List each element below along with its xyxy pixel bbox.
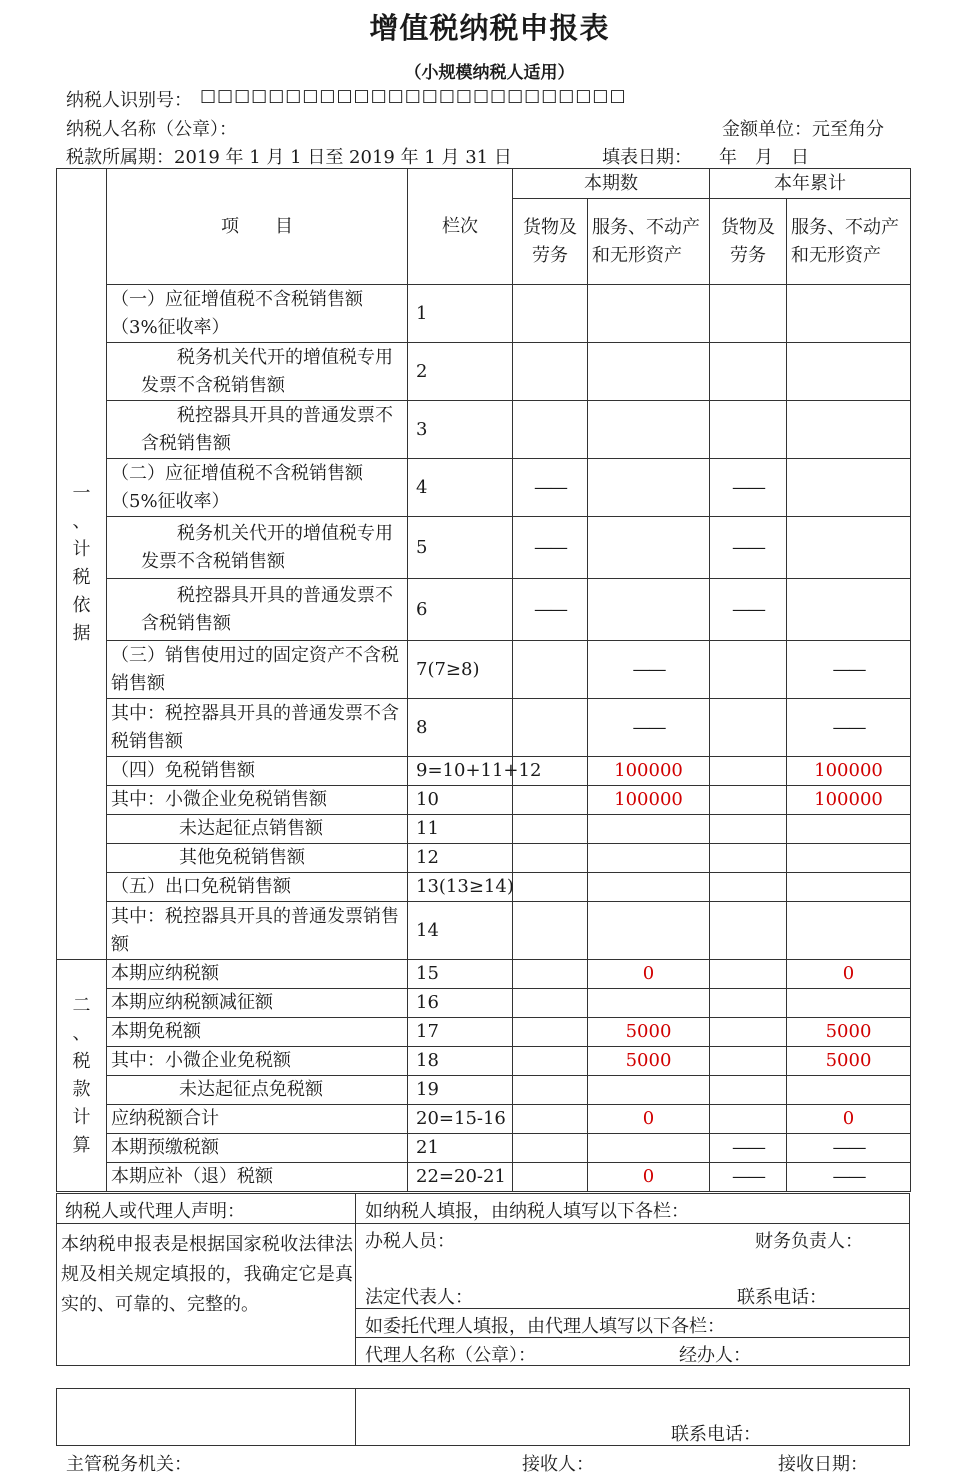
row-value-cell[interactable]	[787, 902, 911, 960]
phone-field[interactable]: 联系电话：	[737, 1287, 827, 1308]
row-value-cell[interactable]: ——	[787, 1163, 911, 1192]
row-value-cell[interactable]: ——	[787, 641, 911, 699]
row-value-cell[interactable]	[513, 285, 588, 343]
row-value-cell[interactable]	[513, 1134, 588, 1163]
row-value-cell[interactable]	[513, 815, 588, 844]
self-fill-instruction: 如纳税人填报，由纳税人填写以下各栏：	[365, 1201, 689, 1222]
row-value-cell[interactable]	[710, 641, 787, 699]
row-line-number: 18	[408, 1047, 513, 1076]
section-1-char: 一	[72, 483, 91, 504]
section-1-char: 、	[72, 511, 91, 532]
tax-return-table	[56, 168, 911, 1192]
row-value-cell[interactable]: ——	[710, 459, 787, 517]
table-row	[57, 579, 911, 641]
section-2-char: 款	[72, 1078, 91, 1100]
row-value-cell[interactable]	[710, 844, 787, 873]
row-value-cell[interactable]	[513, 1076, 588, 1105]
row-value-cell[interactable]	[588, 815, 710, 844]
taxpayer-id-label: 纳税人识别号：	[66, 90, 192, 111]
row-value-cell[interactable]	[710, 1018, 787, 1047]
row-item-label: 税务机关代开的增值税专用发票不含税销售额	[107, 343, 408, 401]
table-row	[57, 1163, 911, 1192]
row-value-cell[interactable]	[710, 960, 787, 989]
row-value-cell[interactable]	[710, 343, 787, 401]
row-value-cell[interactable]: ——	[513, 517, 588, 579]
row-value-cell[interactable]	[710, 873, 787, 902]
row-value-cell[interactable]	[588, 285, 710, 343]
row-value-cell[interactable]: 0	[588, 1105, 710, 1134]
section-1-char: 税	[72, 567, 91, 588]
row-item-label: （三）销售使用过的固定资产不含税销售额	[107, 641, 408, 699]
tax-period: 税款所属期：2019 年 1 月 1 日至 2019 年 1 月 31 日	[66, 147, 512, 168]
row-value-cell[interactable]	[588, 459, 710, 517]
row-value-cell[interactable]	[787, 873, 911, 902]
row-value-cell[interactable]: 0	[787, 960, 911, 989]
row-value-cell[interactable]	[710, 1047, 787, 1076]
declaration-text: 本纳税申报表是根据国家税收法律法规及相关规定填报的，我确定它是真实的、可靠的、完整的。	[61, 1234, 353, 1315]
row-value-cell[interactable]	[513, 1018, 588, 1047]
row-value-cell[interactable]: 0	[588, 1163, 710, 1192]
row-item-label: 税务机关代开的增值税专用发票不含税销售额	[107, 517, 408, 579]
row-item-label: （四）免税销售额	[107, 757, 408, 786]
row-value-cell[interactable]	[787, 517, 911, 579]
row-item-label: 税控器具开具的普通发票不含税销售额	[107, 579, 408, 641]
col-header-services: 服务、不动产和无形资产	[588, 199, 710, 285]
row-line-number: 12	[408, 844, 513, 873]
row-line-number: 14	[408, 902, 513, 960]
row-value-cell[interactable]: ——	[787, 1134, 911, 1163]
col-header-current: 本期数	[513, 169, 710, 199]
row-value-cell[interactable]	[787, 989, 911, 1018]
row-value-cell[interactable]	[710, 1105, 787, 1134]
table-row	[57, 1047, 911, 1076]
tax-officer-field[interactable]: 办税人员：	[365, 1231, 455, 1252]
table-row	[57, 401, 911, 459]
table-row	[57, 960, 911, 989]
row-value-cell[interactable]: 5000	[787, 1047, 911, 1076]
row-value-cell[interactable]: 0	[787, 1105, 911, 1134]
row-line-number: 4	[408, 459, 513, 517]
row-value-cell[interactable]: 0	[588, 960, 710, 989]
row-item-label: 税控器具开具的普通发票不含税销售额	[107, 401, 408, 459]
row-value-cell[interactable]	[787, 1076, 911, 1105]
table-row	[57, 285, 911, 343]
form-subtitle: （小规模纳税人适用）	[404, 63, 575, 83]
receiver-label: 接收人：	[522, 1454, 594, 1475]
fill-date: 填表日期： 年 月 日	[602, 147, 809, 168]
section-1-char: 依	[72, 595, 91, 616]
row-line-number: 7(7≥8)	[408, 641, 513, 699]
row-item-label: 其他免税销售额	[107, 844, 408, 873]
col-header-line: 栏次	[408, 169, 513, 285]
row-line-number: 19	[408, 1076, 513, 1105]
row-value-cell[interactable]	[787, 285, 911, 343]
row-line-number: 3	[408, 401, 513, 459]
row-item-label: 其中：税控器具开具的普通发票不含税销售额	[107, 699, 408, 757]
row-item-label: 本期应纳税额减征额	[107, 989, 408, 1018]
table-row	[57, 844, 911, 873]
row-value-cell[interactable]: ——	[710, 579, 787, 641]
section-2-label	[57, 960, 107, 1192]
row-value-cell[interactable]: ——	[710, 1134, 787, 1163]
taxpayer-id-boxes[interactable]: □□□□□□□□□□□□□□□□□□□□□□□□□	[200, 86, 627, 106]
agent-name-field[interactable]: 代理人名称（公章）：	[365, 1345, 536, 1366]
row-value-cell[interactable]	[710, 815, 787, 844]
col-header-goods: 货物及劳务	[513, 199, 588, 285]
section-1-char: 计	[72, 539, 91, 560]
table-row	[57, 343, 911, 401]
row-value-cell[interactable]	[588, 873, 710, 902]
row-value-cell[interactable]	[513, 873, 588, 902]
row-line-number: 22=20-21	[408, 1163, 513, 1192]
row-value-cell[interactable]	[710, 757, 787, 786]
amount-unit: 金额单位：元至角分	[722, 119, 884, 140]
row-value-cell[interactable]	[588, 844, 710, 873]
row-value-cell[interactable]	[710, 989, 787, 1018]
table-row	[57, 1076, 911, 1105]
row-value-cell[interactable]	[513, 902, 588, 960]
row-line-number: 13(13≥14)	[408, 873, 513, 902]
row-value-cell[interactable]	[787, 401, 911, 459]
table-row	[57, 757, 911, 786]
table-row	[57, 989, 911, 1018]
row-value-cell[interactable]	[710, 1076, 787, 1105]
row-value-cell[interactable]: ——	[513, 459, 588, 517]
table-row	[57, 1018, 911, 1047]
row-value-cell[interactable]	[588, 343, 710, 401]
col-header-item: 项 目	[107, 169, 408, 285]
section-1-char: 据	[72, 623, 91, 644]
row-value-cell[interactable]	[513, 1163, 588, 1192]
table-row	[57, 815, 911, 844]
agent-phone-field[interactable]: 联系电话：	[671, 1424, 761, 1445]
table-row	[57, 902, 911, 960]
receive-date-label: 接收日期：	[778, 1454, 868, 1475]
row-value-cell[interactable]: 5000	[787, 1018, 911, 1047]
table-row	[57, 1134, 911, 1163]
col-header-ytd: 本年累计	[710, 169, 911, 199]
row-line-number: 20=15-16	[408, 1105, 513, 1134]
row-item-label: 本期应补（退）税额	[107, 1163, 408, 1192]
row-value-cell[interactable]	[588, 579, 710, 641]
row-item-label: 其中：小微企业免税额	[107, 1047, 408, 1076]
finance-head-field[interactable]: 财务负责人：	[755, 1231, 863, 1252]
row-line-number: 5	[408, 517, 513, 579]
row-value-cell[interactable]	[513, 844, 588, 873]
section-2-char: 、	[72, 1022, 91, 1044]
row-value-cell[interactable]	[710, 902, 787, 960]
row-value-cell[interactable]: 100000	[787, 757, 911, 786]
row-value-cell[interactable]	[787, 844, 911, 873]
row-value-cell[interactable]: ——	[787, 699, 911, 757]
row-value-cell[interactable]	[513, 641, 588, 699]
row-value-cell[interactable]: ——	[710, 1163, 787, 1192]
form-title: 增值税纳税申报表	[369, 11, 610, 45]
row-item-label: 未达起征点免税额	[107, 1076, 408, 1105]
declaration-label: 纳税人或代理人声明：	[65, 1201, 245, 1222]
row-value-cell[interactable]	[710, 401, 787, 459]
row-item-label: 其中：小微企业免税销售额	[107, 786, 408, 815]
col-header-goods-ytd: 货物及劳务	[710, 199, 787, 285]
row-line-number: 21	[408, 1134, 513, 1163]
row-value-cell[interactable]	[513, 1105, 588, 1134]
row-value-cell[interactable]: 5000	[588, 1018, 710, 1047]
row-value-cell[interactable]	[588, 401, 710, 459]
table-row	[57, 873, 911, 902]
table-row	[57, 517, 911, 579]
row-value-cell[interactable]	[588, 902, 710, 960]
row-value-cell[interactable]	[710, 786, 787, 815]
row-value-cell[interactable]	[710, 285, 787, 343]
row-value-cell[interactable]	[787, 343, 911, 401]
row-value-cell[interactable]	[787, 459, 911, 517]
row-value-cell[interactable]: 100000	[588, 757, 710, 786]
row-line-number: 11	[408, 815, 513, 844]
section-2-char: 二	[72, 994, 91, 1016]
row-value-cell[interactable]	[513, 989, 588, 1018]
section-2-char: 计	[72, 1106, 91, 1128]
row-line-number: 10	[408, 786, 513, 815]
row-value-cell[interactable]: ——	[513, 579, 588, 641]
authority-box	[56, 1388, 910, 1446]
row-item-label: （五）出口免税销售额	[107, 873, 408, 902]
row-value-cell[interactable]: ——	[588, 699, 710, 757]
row-value-cell[interactable]	[588, 989, 710, 1018]
col-header-services-ytd: 服务、不动产和无形资产	[787, 199, 911, 285]
row-line-number: 9=10+11+12	[408, 757, 513, 786]
row-line-number: 16	[408, 989, 513, 1018]
row-line-number: 6	[408, 579, 513, 641]
agent-fill-instruction: 如委托代理人填报，由代理人填写以下各栏：	[365, 1316, 725, 1337]
row-line-number: 8	[408, 699, 513, 757]
row-line-number: 15	[408, 960, 513, 989]
row-line-number: 17	[408, 1018, 513, 1047]
row-value-cell[interactable]	[513, 343, 588, 401]
handler-field[interactable]: 经办人：	[679, 1345, 751, 1366]
row-item-label: 其中：税控器具开具的普通发票销售额	[107, 902, 408, 960]
table-row	[57, 1105, 911, 1134]
row-line-number: 2	[408, 343, 513, 401]
row-value-cell[interactable]	[710, 699, 787, 757]
legal-rep-field[interactable]: 法定代表人：	[365, 1287, 473, 1308]
table-row	[57, 641, 911, 699]
row-value-cell[interactable]: 100000	[787, 786, 911, 815]
row-item-label: 应纳税额合计	[107, 1105, 408, 1134]
row-value-cell[interactable]	[513, 786, 588, 815]
row-value-cell[interactable]	[588, 517, 710, 579]
row-value-cell[interactable]	[513, 401, 588, 459]
declaration-block	[56, 1193, 910, 1366]
row-value-cell[interactable]	[513, 1047, 588, 1076]
row-value-cell[interactable]	[787, 579, 911, 641]
row-value-cell[interactable]: ——	[710, 517, 787, 579]
row-value-cell[interactable]	[787, 815, 911, 844]
row-item-label: （二）应征增值税不含税销售额（5%征收率）	[107, 459, 408, 517]
row-value-cell[interactable]	[588, 1076, 710, 1105]
row-item-label: 本期预缴税额	[107, 1134, 408, 1163]
row-value-cell[interactable]: 5000	[588, 1047, 710, 1076]
row-item-label: （一）应征增值税不含税销售额（3%征收率）	[107, 285, 408, 343]
row-line-number: 1	[408, 285, 513, 343]
row-value-cell[interactable]	[513, 699, 588, 757]
row-value-cell[interactable]: 100000	[588, 786, 710, 815]
row-value-cell[interactable]	[588, 1134, 710, 1163]
row-item-label: 未达起征点销售额	[107, 815, 408, 844]
section-2-char: 算	[72, 1134, 91, 1156]
row-value-cell[interactable]: ——	[588, 641, 710, 699]
section-1-label	[57, 169, 107, 960]
tax-authority-label: 主管税务机关：	[66, 1454, 192, 1475]
row-value-cell[interactable]	[513, 960, 588, 989]
row-item-label: 本期应纳税额	[107, 960, 408, 989]
section-2-char: 税	[72, 1050, 91, 1072]
table-row	[57, 699, 911, 757]
taxpayer-name-label: 纳税人名称（公章）：	[66, 119, 237, 140]
table-row	[57, 786, 911, 815]
row-item-label: 本期免税额	[107, 1018, 408, 1047]
table-row	[57, 459, 911, 517]
